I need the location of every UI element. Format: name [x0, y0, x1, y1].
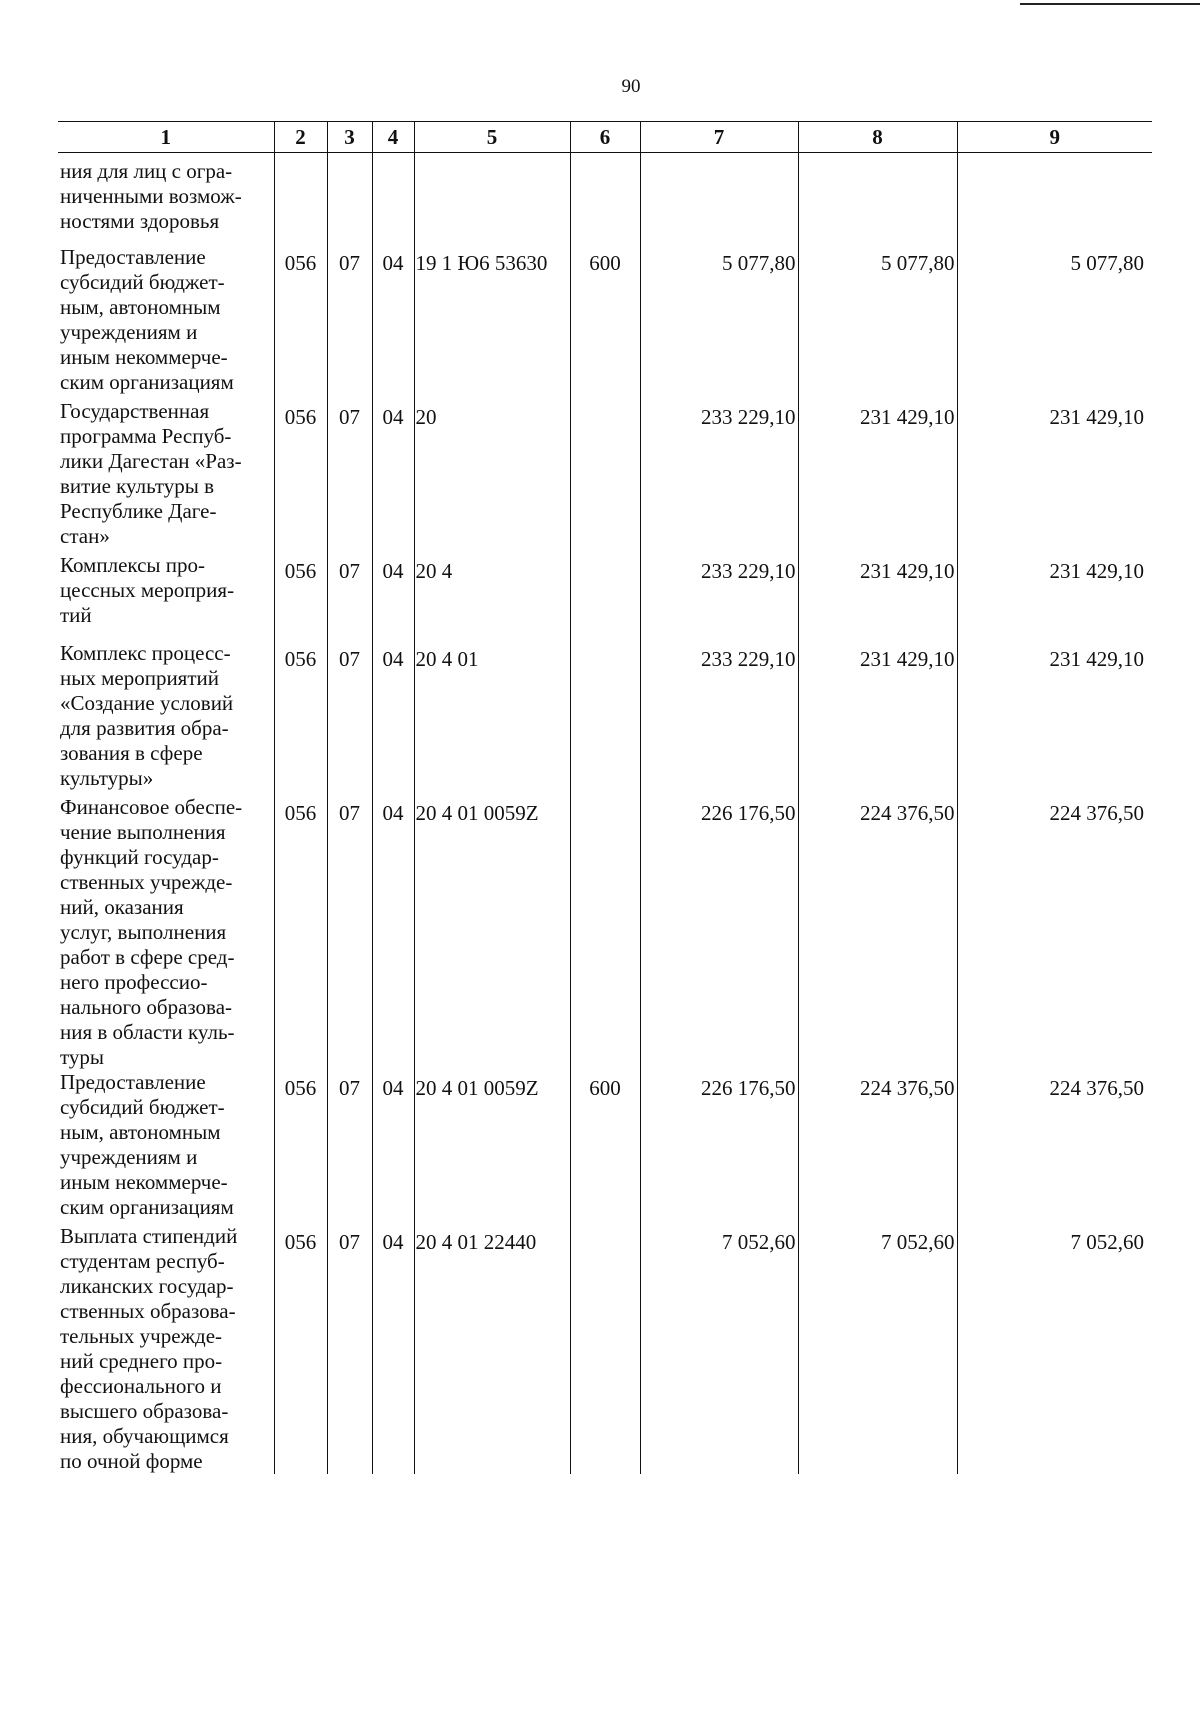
row-name-cell: [58, 245, 274, 399]
row-name-line: культуры»: [60, 766, 154, 790]
row-name-line: чение выполнения: [60, 820, 226, 844]
row-name-line: ским организациям: [60, 1195, 234, 1219]
row-section-code: [274, 153, 327, 246]
row-subsection-part-code: 04: [372, 245, 414, 399]
row-amount-col7: 5 077,80: [640, 245, 798, 399]
row-name-line: Предоставление: [60, 1070, 206, 1094]
row-expense-type-code: 600: [570, 1070, 640, 1224]
row-name-line: Финансовое обеспе-: [60, 795, 243, 819]
row-subsection-code: 07: [327, 1070, 372, 1224]
row-name-line: зования в сфере: [60, 741, 203, 765]
row-name-cell: [58, 795, 274, 1070]
row-target-article-code: 20 4: [414, 553, 570, 641]
row-amount-col7: 233 229,10: [640, 553, 798, 641]
row-name-line: ниченными возмож-: [60, 184, 242, 208]
row-name-line: ния для лиц с огра-: [60, 159, 233, 183]
row-name-line: ний среднего про-: [60, 1349, 223, 1373]
row-target-article-code: 20: [414, 399, 570, 553]
row-name-line: нального образова-: [60, 995, 233, 1019]
row-expense-type-code: [570, 399, 640, 553]
row-section-code: 056: [274, 1070, 327, 1224]
row-amount-col7: 233 229,10: [640, 641, 798, 795]
row-name-line: Выплата стипендий: [60, 1224, 238, 1248]
row-subsection-code: 07: [327, 795, 372, 1070]
table-row: [58, 641, 1152, 795]
header-col-7: 7: [640, 122, 798, 153]
row-subsection-part-code: [372, 153, 414, 246]
row-amount-col8: 224 376,50: [798, 795, 957, 1070]
header-col-4: 4: [372, 122, 414, 153]
row-name-line: по очной форме: [60, 1449, 203, 1473]
row-name-line: тельных учрежде-: [60, 1324, 223, 1348]
row-name-line: ных мероприятий: [60, 666, 219, 690]
row-name-line: него профессио-: [60, 970, 208, 994]
row-amount-col9: 224 376,50: [957, 795, 1152, 1070]
row-name-line: студентам респуб-: [60, 1249, 225, 1273]
row-name-line: Комплексы про-: [60, 553, 205, 577]
row-name-line: услуг, выполнения: [60, 920, 227, 944]
row-target-article-code: 19 1 Ю6 53630: [414, 245, 570, 399]
row-name-line: тий: [60, 603, 92, 627]
table-row: [58, 1070, 1152, 1224]
header-col-1: 1: [58, 122, 274, 153]
row-name-line: туры: [60, 1045, 105, 1069]
row-name-cell: [58, 1224, 274, 1474]
header-col-3: 3: [327, 122, 372, 153]
row-subsection-code: 07: [327, 399, 372, 553]
row-name-line: Республике Даге-: [60, 499, 217, 523]
row-amount-col7: 226 176,50: [640, 795, 798, 1070]
row-subsection-part-code: 04: [372, 795, 414, 1070]
row-amount-col9: 231 429,10: [957, 553, 1152, 641]
row-amount-col8: 231 429,10: [798, 399, 957, 553]
row-section-code: 056: [274, 245, 327, 399]
row-section-code: 056: [274, 399, 327, 553]
row-expense-type-code: [570, 1224, 640, 1474]
row-name-line: ностями здоровья: [60, 209, 220, 233]
row-amount-col9: [957, 153, 1152, 246]
row-section-code: 056: [274, 795, 327, 1070]
row-name-line: стан»: [60, 524, 110, 548]
row-subsection-part-code: 04: [372, 641, 414, 795]
row-name-line: «Создание условий: [60, 691, 234, 715]
header-col-8: 8: [798, 122, 957, 153]
row-subsection-code: [327, 153, 372, 246]
row-name-line: фессионального и: [60, 1374, 222, 1398]
row-amount-col8: 231 429,10: [798, 641, 957, 795]
row-name-line: ственных учрежде-: [60, 870, 233, 894]
row-name-line: программа Респуб-: [60, 424, 232, 448]
table-header: [58, 122, 1152, 153]
row-subsection-part-code: 04: [372, 399, 414, 553]
header-col-6: 6: [570, 122, 640, 153]
row-expense-type-code: [570, 641, 640, 795]
row-name-line: ским организациям: [60, 370, 234, 394]
row-name-line: учреждениям и: [60, 320, 198, 344]
row-amount-col9: 7 052,60: [957, 1224, 1152, 1474]
row-amount-col8: 5 077,80: [798, 245, 957, 399]
row-name-line: ний, оказания: [60, 895, 184, 919]
row-section-code: 056: [274, 1224, 327, 1474]
row-target-article-code: 20 4 01 0059Z: [414, 1070, 570, 1224]
row-target-article-code: 20 4 01 22440: [414, 1224, 570, 1474]
row-name-line: ным, автономным: [60, 295, 221, 319]
row-amount-col7: 7 052,60: [640, 1224, 798, 1474]
row-subsection-part-code: 04: [372, 1224, 414, 1474]
row-subsection-part-code: 04: [372, 553, 414, 641]
row-name-cell: [58, 399, 274, 553]
row-subsection-code: 07: [327, 245, 372, 399]
row-name-line: Комплекс процесс-: [60, 641, 231, 665]
row-amount-col7: [640, 153, 798, 246]
row-amount-col8: 231 429,10: [798, 553, 957, 641]
row-name-cell: [58, 153, 274, 246]
header-col-9: 9: [957, 122, 1152, 153]
row-section-code: 056: [274, 553, 327, 641]
row-name-line: витие культуры в: [60, 474, 215, 498]
row-name-line: лики Дагестан «Раз-: [60, 449, 242, 473]
row-expense-type-code: [570, 553, 640, 641]
header-row: [58, 122, 1152, 153]
row-name-line: для развития обра-: [60, 716, 229, 740]
row-name-line: функций государ-: [60, 845, 219, 869]
row-amount-col8: [798, 153, 957, 246]
row-name-line: субсидий бюджет-: [60, 1095, 225, 1119]
row-name-cell: [58, 1070, 274, 1224]
table-row: [58, 399, 1152, 553]
row-name-line: работ в сфере сред-: [60, 945, 235, 969]
table-row: [58, 553, 1152, 641]
top-edge-rule: [1020, 3, 1200, 5]
table-row: [58, 153, 1152, 246]
budget-table: [58, 121, 1152, 1474]
row-subsection-code: 07: [327, 641, 372, 795]
row-expense-type-code: [570, 153, 640, 246]
row-name-line: ния в области куль-: [60, 1020, 235, 1044]
row-amount-col9: 231 429,10: [957, 641, 1152, 795]
table-row: [58, 795, 1152, 1070]
row-expense-type-code: 600: [570, 245, 640, 399]
row-name-line: Государственная: [60, 399, 210, 423]
row-name-cell: [58, 641, 274, 795]
header-col-5: 5: [414, 122, 570, 153]
row-name-line: иным некоммерче-: [60, 1170, 228, 1194]
row-expense-type-code: [570, 795, 640, 1070]
row-name-line: учреждениям и: [60, 1145, 198, 1169]
table-body: [58, 153, 1152, 1475]
row-name-line: ственных образова-: [60, 1299, 236, 1323]
row-amount-col9: 231 429,10: [957, 399, 1152, 553]
row-name-line: субсидий бюджет-: [60, 270, 225, 294]
row-name-line: иным некоммерче-: [60, 345, 228, 369]
row-name-line: цессных мероприя-: [60, 578, 235, 602]
row-subsection-code: 07: [327, 553, 372, 641]
row-name-line: высшего образова-: [60, 1399, 229, 1423]
row-target-article-code: 20 4 01 0059Z: [414, 795, 570, 1070]
row-name-cell: [58, 553, 274, 641]
row-amount-col7: 233 229,10: [640, 399, 798, 553]
row-section-code: 056: [274, 641, 327, 795]
row-amount-col9: 224 376,50: [957, 1070, 1152, 1224]
row-amount-col7: 226 176,50: [640, 1070, 798, 1224]
row-amount-col9: 5 077,80: [957, 245, 1152, 399]
row-target-article-code: 20 4 01: [414, 641, 570, 795]
row-name-line: ния, обучающимся: [60, 1424, 229, 1448]
header-col-2: 2: [274, 122, 327, 153]
row-subsection-part-code: 04: [372, 1070, 414, 1224]
row-target-article-code: [414, 153, 570, 246]
page-number: 90: [621, 76, 641, 97]
row-amount-col8: 224 376,50: [798, 1070, 957, 1224]
table-row: [58, 1224, 1152, 1474]
row-subsection-code: 07: [327, 1224, 372, 1474]
row-name-line: ликанских государ-: [60, 1274, 234, 1298]
row-name-line: ным, автономным: [60, 1120, 221, 1144]
row-amount-col8: 7 052,60: [798, 1224, 957, 1474]
row-name-line: Предоставление: [60, 245, 206, 269]
table-row: [58, 245, 1152, 399]
